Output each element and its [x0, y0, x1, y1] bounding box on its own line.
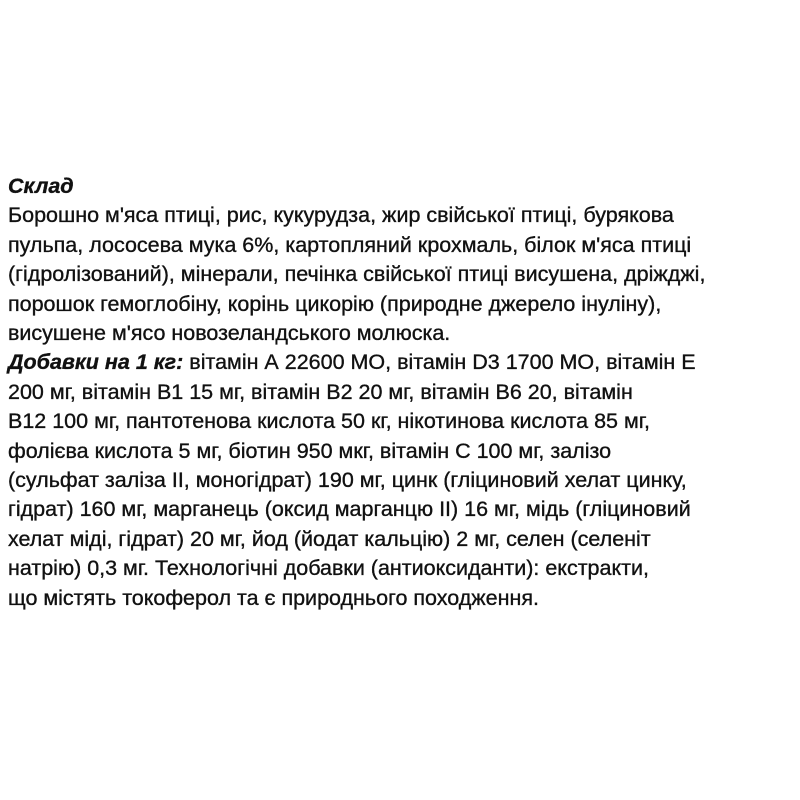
- additives-first-line: [8, 348, 792, 377]
- additives-heading: Добавки на 1 кг:: [8, 350, 184, 375]
- composition-heading: Склад: [8, 174, 74, 198]
- additives-line: що містять токоферол та є природнього походження.: [8, 585, 539, 610]
- additives-line: 200 мг, вітамін В1 15 мг, вітамін В2 20 мг, вітамін В6 20, вітамін: [8, 379, 633, 404]
- additives-first-line-text: вітамін А 22600 МО, вітамін D3 1700 МО, вітамін Е: [183, 350, 696, 375]
- ingredients-document: [8, 172, 792, 613]
- additives-text: [8, 348, 792, 613]
- additives-line: В12 100 мг, пантотенова кислота 50 кг, нікотинова кислота 85 мг,: [8, 409, 650, 434]
- additives-line: гідрат) 160 мг, марганець (оксид марганцю ІІ) 16 мг, мідь (гліциновий: [8, 497, 691, 522]
- composition-line: (гідролізований), мінерали, печінка свійської птиці висушена, дріжджі,: [8, 262, 706, 287]
- composition-line: пульпа, лососева мука 6%, картопляний крохмаль, білок м'яса птиці: [8, 232, 692, 257]
- additives-line: натрію) 0,3 мг. Технологічні добавки (антиоксиданти): екстракти,: [8, 556, 649, 581]
- composition-line: висушене м'ясо новозеландського молюска.: [8, 321, 451, 346]
- composition-line: порошок гемоглобіну, корінь цикорію (природне джерело інуліну),: [8, 291, 662, 316]
- additives-line: хелат міді, гідрат) 20 мг, йод (йодат кальцію) 2 мг, селен (селеніт: [8, 526, 651, 551]
- additives-line: (сульфат заліза ІІ, моногідрат) 190 мг, цинк (гліциновий хелат цинку,: [8, 468, 687, 493]
- additives-line: фолієва кислота 5 мг, біотин 950 мкг, вітамін С 100 мг, залізо: [8, 438, 612, 463]
- composition-text: [8, 201, 792, 348]
- composition-line: Борошно м'яса птиці, рис, кукурудза, жир свійської птиці, бурякова: [8, 203, 674, 228]
